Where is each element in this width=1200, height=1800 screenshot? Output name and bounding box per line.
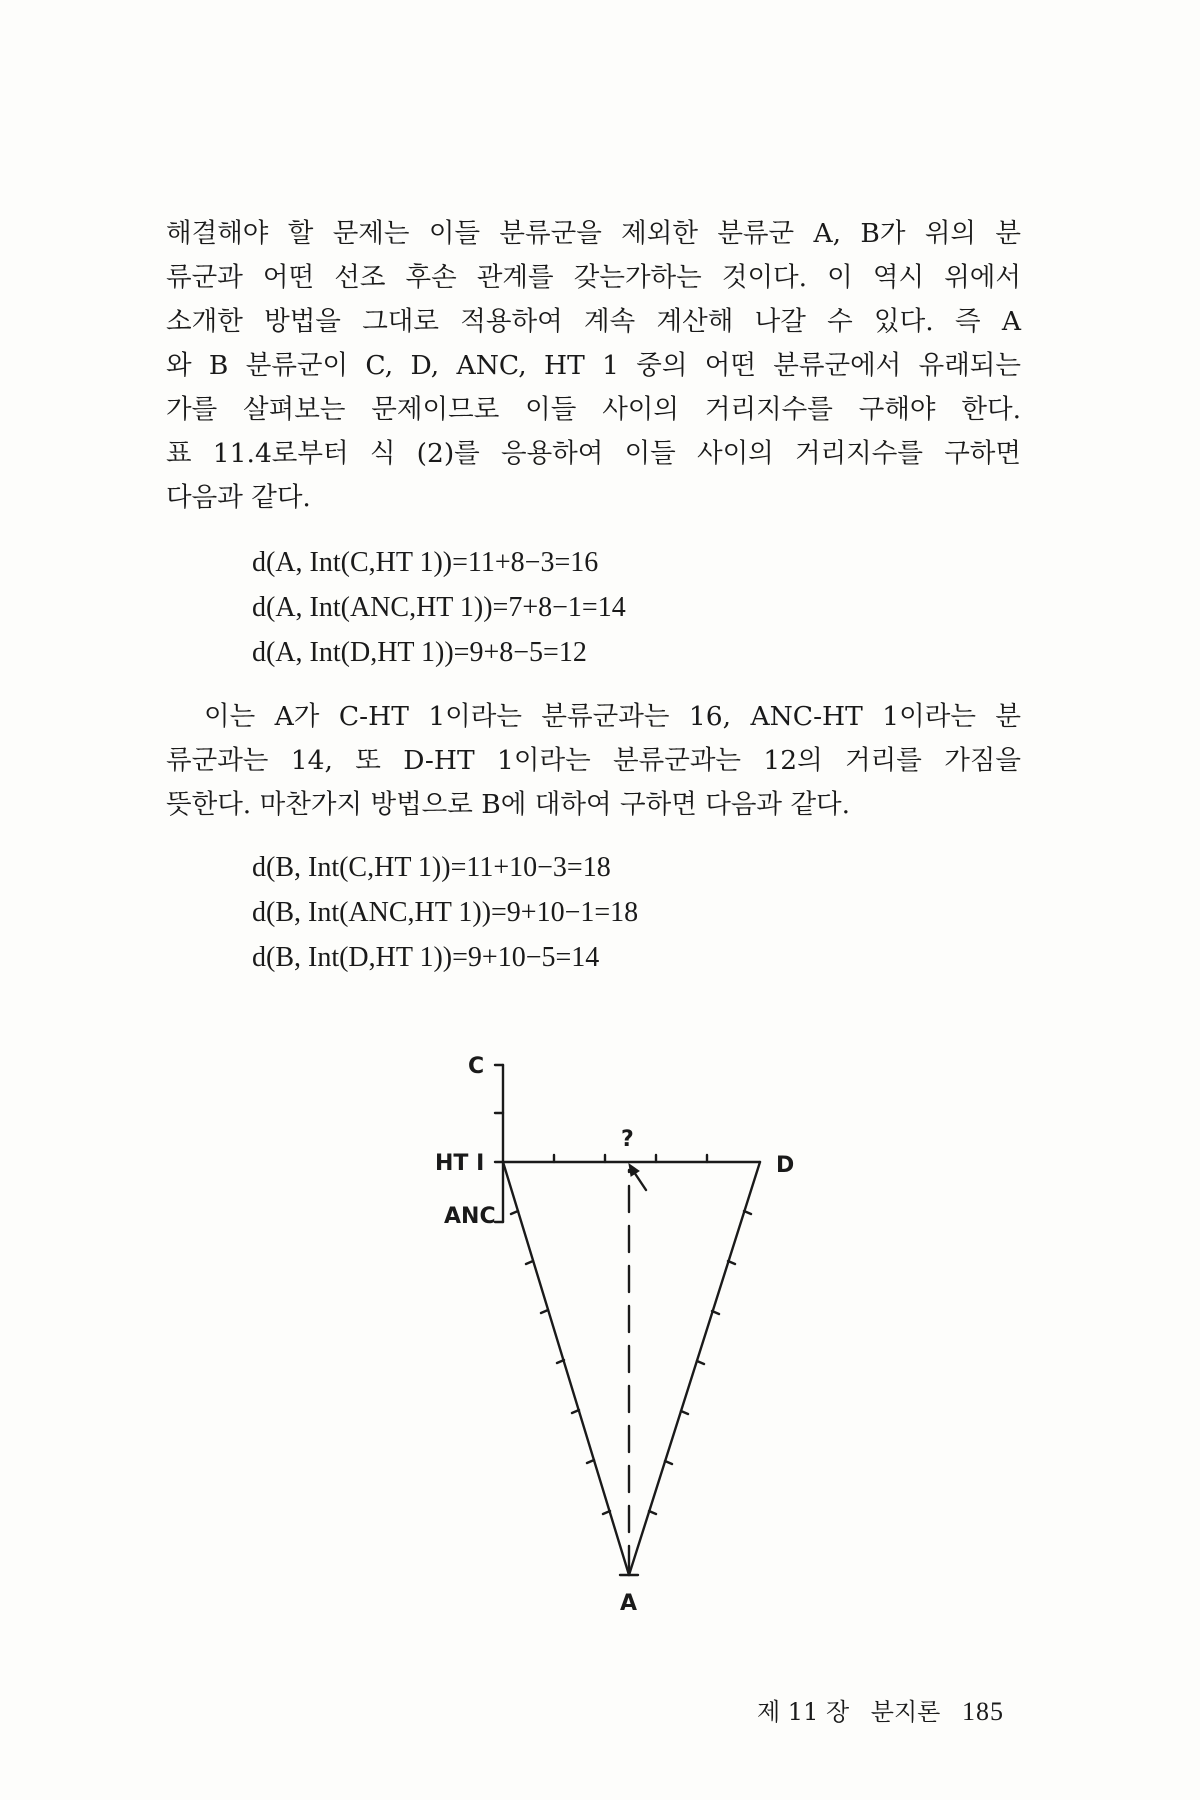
tick <box>541 1310 548 1313</box>
chapter-label: 제 11 장 <box>756 1698 850 1726</box>
tick <box>603 1511 610 1514</box>
equations-b <box>252 845 638 980</box>
text-line: 표 11.4로부터 식 (2)를 응용하여 이들 사이의 거리지수를 구하면 <box>166 438 1021 469</box>
label-question: ? <box>621 1127 634 1152</box>
text-line: 류군과는 14, 또 D-HT 1이라는 분류군과는 12의 거리를 가짐을 <box>166 745 1021 776</box>
tick <box>511 1211 518 1214</box>
equation: d(A, Int(C,HT 1))=11+8−3=16 <box>252 547 599 578</box>
page-footer <box>743 1692 1004 1727</box>
tick <box>649 1511 656 1514</box>
tick <box>572 1410 579 1413</box>
label-anc: ANC <box>444 1204 496 1229</box>
paragraph-1 <box>166 212 1021 520</box>
equation: d(B, Int(D,HT 1))=9+10−5=14 <box>252 942 600 973</box>
label-c: C <box>468 1054 485 1079</box>
label-ht1: HT I <box>435 1151 485 1176</box>
text-line: 가를 살펴보는 문제이므로 이들 사이의 거리지수를 구해야 한다. <box>166 394 1021 425</box>
tick <box>744 1211 751 1214</box>
chapter-title: 분지론 <box>870 1698 941 1726</box>
arrow-head <box>629 1164 639 1176</box>
label-d: D <box>776 1153 795 1178</box>
tick <box>587 1460 594 1463</box>
equations-a <box>252 540 626 675</box>
text-line: 해결해야 할 문제는 이들 분류군을 제외한 분류군 A, B가 위의 분 <box>166 218 1021 249</box>
tick <box>665 1461 672 1464</box>
text-line: 다음과 같다. <box>166 482 311 513</box>
tick <box>526 1261 533 1264</box>
branch-ht1-a <box>503 1162 629 1575</box>
text-line: 류군과 어떤 선조 후손 관계를 갖는가하는 것이다. 이 역시 위에서 <box>166 262 1021 293</box>
page-number: 185 <box>962 1697 1004 1726</box>
text-line: 뜻한다. 마찬가지 방법으로 B에 대하여 구하면 다음과 같다. <box>166 789 851 820</box>
text-line: 소개한 방법을 그대로 적용하여 계속 계산해 나갈 수 있다. 즉 A <box>166 306 1021 337</box>
equation: d(B, Int(C,HT 1))=11+10−3=18 <box>252 852 611 883</box>
tick <box>697 1361 704 1364</box>
tick <box>681 1411 688 1414</box>
equation: d(B, Int(ANC,HT 1))=9+10−1=18 <box>252 897 639 928</box>
label-a: A <box>620 1591 638 1616</box>
paragraph-2 <box>166 695 1021 827</box>
equation: d(A, Int(D,HT 1))=9+8−5=12 <box>252 637 587 668</box>
equation: d(A, Int(ANC,HT 1))=7+8−1=14 <box>252 592 626 623</box>
text-line: 와 B 분류군이 C, D, ANC, HT 1 중의 어떤 분류군에서 유래되는 <box>166 350 1021 381</box>
text-line: 이는 A가 C-HT 1이라는 분류군과는 16, ANC-HT 1이라는 분 <box>204 701 1021 732</box>
branch-d-a <box>629 1162 760 1575</box>
tick <box>728 1261 735 1264</box>
tree-distance-figure <box>400 1040 820 1620</box>
